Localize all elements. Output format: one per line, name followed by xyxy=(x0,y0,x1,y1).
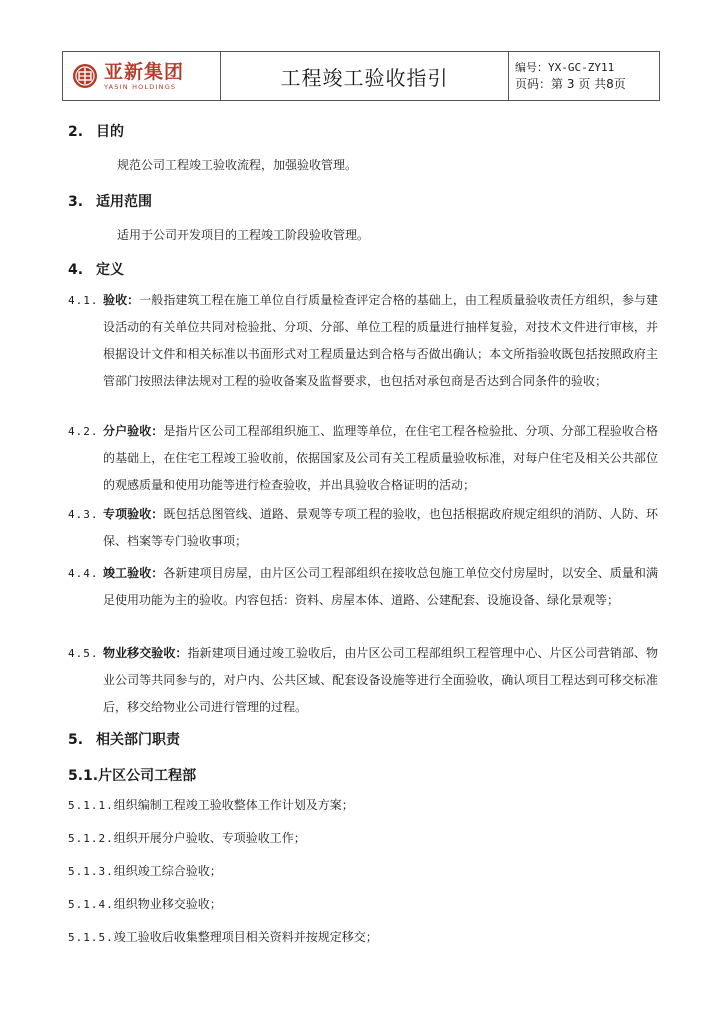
item-index: 5.1.4. xyxy=(68,898,114,911)
section-2-text: 规范公司工程竣工验收流程，加强验收管理。 xyxy=(117,158,358,172)
section-number: 3. xyxy=(68,194,84,210)
document-meta xyxy=(509,52,659,100)
item-term: 分户验收： xyxy=(103,424,164,438)
item-text: 是指片区公司工程部组织施工、监理等单位，在住宅工程各检验批、分项、分部工程验收合格的基础上，在住宅工程竣工验收前，依据国家及公司有关工程质量验收标准，对每户住宅及相关公共部位的观感质量和使用功能等进行检查验收，并出具验收合格证明的活动； xyxy=(103,424,658,492)
section-number: 5. xyxy=(68,732,84,748)
section-3-heading xyxy=(68,191,152,211)
subsection-heading: 5.1.片区公司工程部 xyxy=(68,768,197,784)
document-title: 工程竣工验收指引 xyxy=(221,52,509,100)
item-index: 4.1. xyxy=(68,294,99,307)
duty-item xyxy=(68,928,378,945)
section-number: 2. xyxy=(68,124,84,140)
item-index: 5.1.1. xyxy=(68,799,114,812)
section-4-heading xyxy=(68,259,124,279)
item-text: 各新建项目房屋，由片区公司工程部组织在接收总包施工单位交付房屋时，以安全、质量和满足使用功能为主的验收。内容包括：资料、房屋本体、道路、公建配套、设施设备、绿化景观等； xyxy=(103,566,658,607)
section-title: 相关部门职责 xyxy=(96,732,180,748)
definition-item xyxy=(68,418,658,499)
definition-item xyxy=(68,640,658,721)
item-text: 组织编制工程竣工验收整体工作计划及方案； xyxy=(113,798,354,812)
duty-item xyxy=(68,862,222,879)
section-title: 目的 xyxy=(96,124,124,140)
item-term: 竣工验收： xyxy=(103,566,164,580)
item-index: 4.2. xyxy=(68,425,99,438)
item-index: 5.1.3. xyxy=(68,865,114,878)
company-logo xyxy=(63,52,221,100)
section-title: 适用范围 xyxy=(96,194,152,210)
item-index: 5.1.2. xyxy=(68,832,114,845)
definition-item xyxy=(68,560,658,614)
item-index: 5.1.5. xyxy=(68,931,114,944)
duty-item xyxy=(68,895,222,912)
section-2-heading xyxy=(68,121,124,141)
duty-item xyxy=(68,796,354,813)
yasin-logo-icon xyxy=(72,63,98,89)
definition-item xyxy=(68,287,658,395)
item-text: 组织竣工综合验收； xyxy=(113,864,222,878)
item-text: 既包括总图管线、道路、景观等专项工程的验收，也包括根据政府规定组织的消防、人防、环保、档案等专门验收事项； xyxy=(103,507,658,548)
item-text: 一般指建筑工程在施工单位自行质量检查评定合格的基础上，由工程质量验收责任方组织，参与建设活动的有关单位共同对检验批、分项、分部、单位工程的质量进行抽样复验，对技术文件进行审核，并根据设计文件和相关标准以书面形式对工程质量达到合格与否做出确认；本文所指验收既包括按照政府主管部门按照法律法规对工程的验收备案及监督要求，也包括对承包商是否达到合同条件的验收； xyxy=(103,293,658,388)
item-text: 组织物业移交验收； xyxy=(113,897,222,911)
item-text: 指新建项目通过竣工验收后，由片区公司工程部组织工程管理中心、片区公司营销部、物业公司等共同参与的，对户内、公共区域、配套设备设施等进行全面验收，确认项目工程达到可移交标准后，移交给物业公司进行管理的过程。 xyxy=(103,646,658,714)
document-code: 编号：YX-GC-ZY11 xyxy=(515,61,615,74)
definition-item xyxy=(68,501,658,555)
duty-item xyxy=(68,829,306,846)
item-text: 组织开展分户验收、专项验收工作； xyxy=(113,831,306,845)
page-number: 页码：第 3 页 共8页 xyxy=(515,77,626,91)
item-index: 4.4. xyxy=(68,567,99,580)
section-number: 4. xyxy=(68,262,84,278)
section-title: 定义 xyxy=(96,262,124,278)
section-3-text: 适用于公司开发项目的工程竣工阶段验收管理。 xyxy=(117,228,370,242)
item-index: 4.3. xyxy=(68,508,99,521)
item-term: 物业移交验收： xyxy=(103,646,188,660)
item-index: 4.5. xyxy=(68,647,99,660)
document-header xyxy=(62,51,660,101)
item-term: 验收： xyxy=(103,293,140,307)
logo-chinese-name: 亚新集团 xyxy=(104,60,185,83)
logo-english-name: YASIN HOLDINGS xyxy=(104,82,177,91)
item-text: 竣工验收后收集整理项目相关资料并按规定移交； xyxy=(113,930,378,944)
item-term: 专项验收： xyxy=(103,507,164,521)
section-5-heading xyxy=(68,729,180,749)
